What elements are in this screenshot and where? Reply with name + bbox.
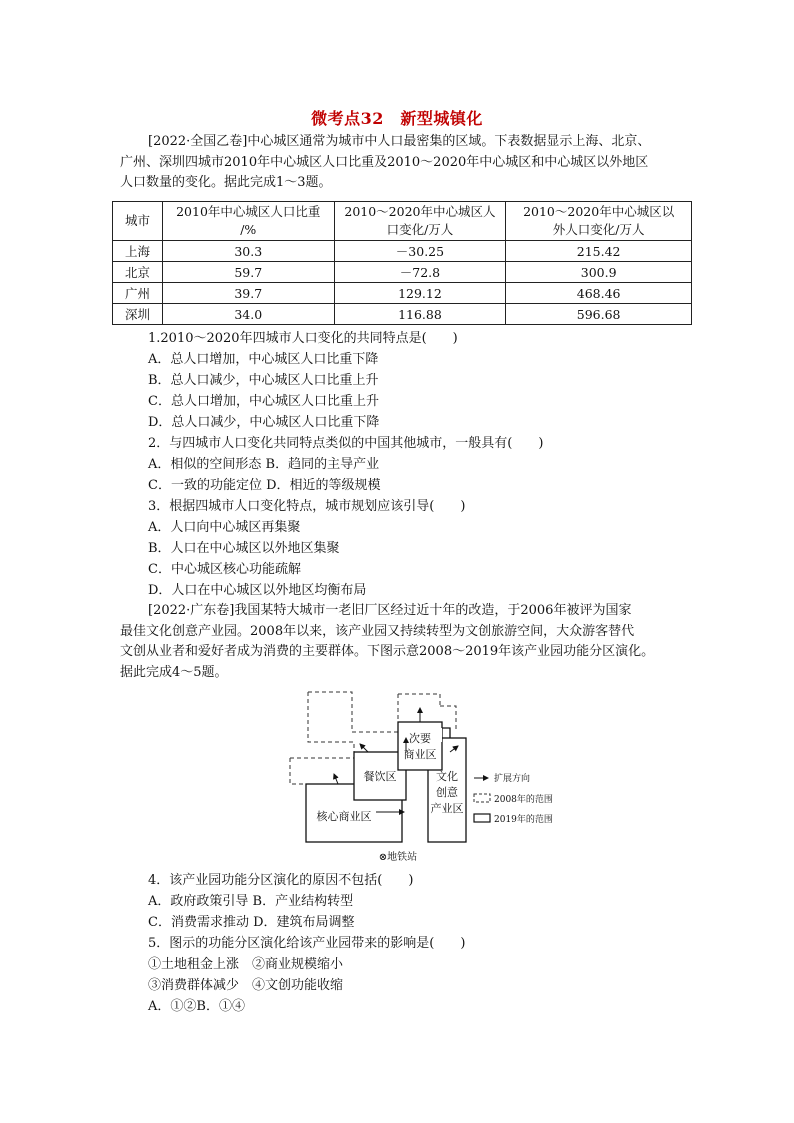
page-title: 微考点32 新型城镇化: [311, 109, 483, 128]
question-4-stem: 4．该产业园功能分区演化的原因不包括( ): [148, 873, 414, 888]
question-2-stem: 2．与四城市人口变化共同特点类似的中国其他城市，一般具有( ): [148, 436, 544, 451]
question-5-items-12: ①土地租金上涨 ②商业规模缩小: [148, 957, 344, 972]
zone-label: 创意: [436, 786, 458, 799]
table-cell: 300.9: [506, 262, 692, 283]
zone-label: 文化: [436, 770, 458, 783]
range-2008-outline: [308, 692, 398, 732]
table-cell: 34.0: [162, 304, 334, 325]
table-cell: 596.68: [506, 304, 692, 325]
intro2-line: 据此完成4～5题。: [120, 664, 228, 680]
population-table: [112, 201, 692, 325]
zone-label: 餐饮区: [363, 770, 397, 783]
question-4-options-cd: C．消费需求推动 D．建筑布局调整: [148, 915, 355, 930]
table-cell: 上海: [113, 241, 163, 262]
expansion-arrow: [334, 774, 338, 784]
table-cell: 北京: [113, 262, 163, 283]
question-3-option-c: C．中心城区核心功能疏解: [148, 562, 301, 577]
question-4-options-ab: A．政府政策引导 B．产业结构转型: [148, 894, 354, 909]
table-row: [113, 304, 692, 325]
table-cell: －30.25: [334, 241, 506, 262]
legend-dashed-label: 2008年的范围: [494, 795, 553, 805]
table-cell: 深圳: [113, 304, 163, 325]
range-2008-outline: [308, 692, 354, 778]
intro2-line: 文创从业者和爱好者成为消费的主要群体。下图示意2008～2019年该产业园功能分区演化。: [120, 644, 655, 659]
table-row: [113, 283, 692, 304]
zone-label: 核心商业区: [316, 810, 372, 823]
zone-label: 商业区: [403, 748, 437, 761]
question-1-option-c: C．总人口增加，中心城区人口比重上升: [148, 394, 379, 409]
zone-label: 次要: [409, 732, 431, 745]
table-cell: 59.7: [162, 262, 334, 283]
table-header-cell: 2010年中心城区人口比重 /%: [162, 202, 334, 241]
question-5-items-34: ③消费群体减少 ④文创功能收缩: [148, 978, 344, 993]
intro1-line: 广州、深圳四城市2010年中心城区人口比重及2010～2020年中心城区和中心城区以外地区: [120, 154, 649, 170]
question-3-option-a: A．人口向中心城区再集聚: [148, 520, 301, 535]
subway-station-label: ⊗地铁站: [378, 852, 418, 863]
legend-solid-icon: [474, 814, 490, 822]
intro2-line: 最佳文化创意产业园。2008年以来，该产业园又持续转型为文创旅游空间，大众游客替代: [120, 623, 635, 639]
table-cell: 468.46: [506, 283, 692, 304]
question-5-options: A．①②B．①④: [148, 999, 245, 1014]
range-2008-outline: [398, 694, 440, 706]
table-cell: 39.7: [162, 283, 334, 304]
legend-dashed-icon: [474, 794, 490, 802]
table-row: [113, 262, 692, 283]
question-1-option-d: D．总人口减少，中心城区人口比重下降: [148, 415, 380, 430]
table-cell: 30.3: [162, 241, 334, 262]
table-cell: －72.8: [334, 262, 506, 283]
table-cell: 129.12: [334, 283, 506, 304]
zone-label: 产业区: [430, 802, 464, 815]
legend-arrow-label: 扩展方向: [494, 774, 531, 784]
intro1-line: 人口数量的变化。据此完成1～3题。: [120, 175, 332, 190]
question-3-stem: 3．根据四城市人口变化特点，城市规划应该引导( ): [148, 499, 466, 514]
question-1-option-a: A．总人口增加，中心城区人口比重下降: [148, 352, 379, 367]
question-3-option-d: D．人口在中心城区以外地区均衡布局: [148, 583, 367, 598]
question-1-stem: 1.2010～2020年四城市人口变化的共同特点是( ): [148, 331, 458, 346]
intro-paragraph-2: [120, 601, 708, 683]
table-header-cell: 2010～2020年中心城区人 口变化/万人: [334, 202, 506, 241]
zoning-evolution-diagram: [280, 686, 600, 866]
table-cell: 116.88: [334, 304, 506, 325]
question-5-stem: 5．图示的功能分区演化给该产业园带来的影响是( ): [148, 936, 466, 951]
table-header-row: [113, 202, 692, 241]
question-2-options-cd: C．一致的功能定位 D．相近的等级规模: [148, 478, 381, 493]
table-cell: 广州: [113, 283, 163, 304]
table-header-cell: 2010～2020年中心城区以 外人口变化/万人: [506, 202, 692, 241]
table-header-cell: 城市: [113, 202, 163, 241]
table-row: [113, 241, 692, 262]
question-2-options-ab: A．相似的空间形态 B．趋同的主导产业: [148, 457, 380, 472]
table-cell: 215.42: [506, 241, 692, 262]
range-2008-outline: [290, 758, 306, 784]
intro-paragraph-1: [120, 132, 690, 194]
intro1-line: [2022·全国乙卷]中心城区通常为城市中人口最密集的区域。下表数据显示上海、北京、: [148, 134, 651, 149]
question-1-option-b: B．总人口减少，中心城区人口比重上升: [148, 373, 379, 388]
expansion-arrow: [360, 744, 368, 752]
question-3-option-b: B．人口在中心城区以外地区集聚: [148, 541, 340, 556]
zone-outline: [442, 728, 450, 738]
zone-culture-creative-upper: [432, 728, 442, 742]
intro2-line: [2022·广东卷]我国某特大城市一老旧厂区经过近十年的改造，于2006年被评为国家: [148, 603, 632, 618]
legend-solid-label: 2019年的范围: [494, 815, 553, 825]
